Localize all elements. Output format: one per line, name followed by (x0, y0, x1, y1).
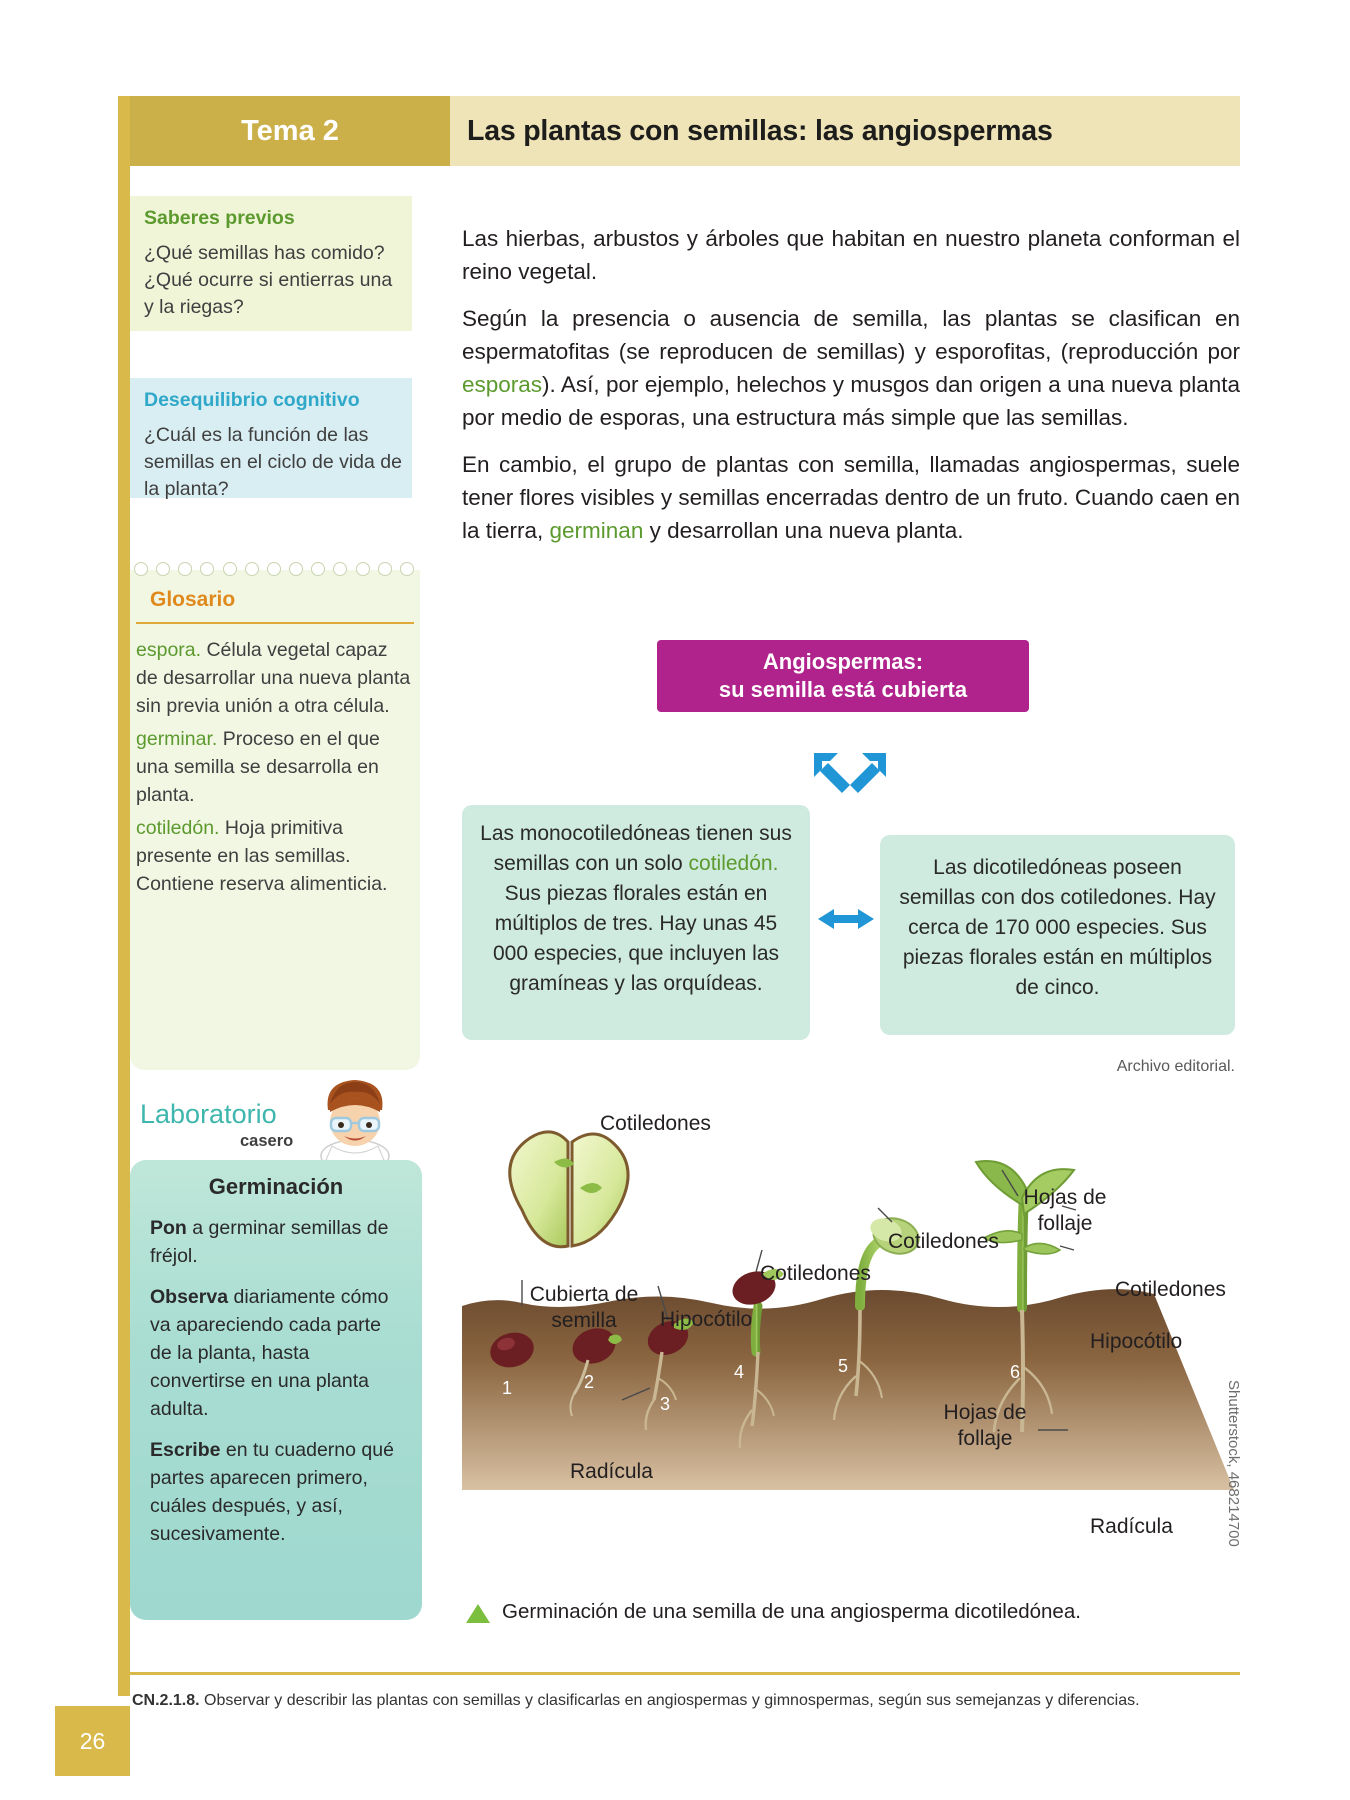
diagram-source: Archivo editorial. (1116, 1058, 1235, 1075)
branch-arrows-icon (790, 735, 910, 795)
step-text: en tu cuaderno qué partes aparecen primero, cuáles después, y así, sucesivamente. (150, 1439, 394, 1545)
step-text: diariamente cómo va apareciendo cada parte de la planta, hasta convertirse en una planta adulta. (150, 1286, 389, 1420)
monocotiledoneas-box (462, 805, 810, 1040)
svg-text:1: 1 (502, 1378, 513, 1398)
dot-icon (200, 562, 214, 576)
label-cubierta-de-semilla: Cubierta de semilla (529, 1283, 639, 1332)
glosario-entry (136, 636, 414, 720)
dot-icon (289, 562, 303, 576)
dot-icon (156, 562, 170, 576)
laboratorio-step (150, 1214, 404, 1270)
dicotiledoneas-text: Las dicotiledóneas poseen semillas con dos cotiledones. Hay cerca de 170 000 especies. Sus piezas florales están en múltiplos de cinco. (899, 856, 1216, 999)
saberes-previos-box (130, 196, 412, 331)
angiospermas-line2: su semilla está cubierta (718, 677, 968, 702)
dot-icon (356, 562, 370, 576)
page-title-bar (450, 96, 1240, 166)
dot-icon (134, 562, 148, 576)
student-mascot-icon (300, 1060, 410, 1170)
dicotiledoneas-box (880, 835, 1235, 1035)
laboratorio-label: Laboratorio (140, 1099, 277, 1129)
label-hojas-de-follaje-top: Hojas de follaje (1023, 1186, 1107, 1235)
dot-icon (378, 562, 392, 576)
page-spine-bar (118, 96, 130, 1696)
highlight-germinan: germinan (549, 518, 644, 543)
glosario-definition: Proceso en el que una semilla se desarrolla en planta. (136, 728, 380, 806)
step-verb: Escribe (150, 1439, 221, 1461)
saberes-previos-title: Saberes previos (144, 207, 295, 229)
footer-code: CN.2.1.8. (132, 1692, 200, 1709)
topic-tab (130, 96, 450, 166)
laboratorio-activity-title: Germinación (208, 1174, 344, 1199)
label-hipocotilo-left: Hipocótilo (660, 1308, 753, 1331)
svg-text:2: 2 (584, 1372, 595, 1392)
dot-icon (400, 562, 414, 576)
glosario-entries (136, 636, 414, 903)
label-hojas-de-follaje-mid: Hojas de follaje (943, 1401, 1027, 1450)
glosario-definition: Célula vegetal capaz de desarrollar una nueva planta sin previa unión a otra célula. (136, 639, 411, 717)
svg-text:6: 6 (1010, 1362, 1021, 1382)
label-cotiledones-3: Cotiledones (760, 1262, 871, 1285)
svg-text:5: 5 (838, 1356, 849, 1376)
dot-icon (223, 562, 237, 576)
dot-icon (245, 562, 259, 576)
footer-divider (130, 1672, 1240, 1675)
body-paragraph-1: Las hierbas, arbustos y árboles que habitan en nuestro planeta conforman el reino vegetal. (462, 226, 1240, 284)
glosario-entry (136, 814, 414, 898)
glosario-definition: Hoja primitiva presente en las semillas. Contiene reserva alimenticia. (136, 817, 388, 895)
footer-standard (132, 1692, 1242, 1710)
saberes-previos-text: ¿Qué semillas has comido? ¿Qué ocurre si entierras una y la riegas? (144, 242, 393, 318)
glosario-divider (136, 622, 414, 624)
angiospermas-header-text (719, 648, 967, 704)
step-verb: Pon (150, 1217, 187, 1239)
image-credit: Shutterstock, 468214700 (1225, 1380, 1242, 1547)
laboratorio-sublabel: casero (240, 1132, 294, 1150)
glosario-term: germinar. (136, 728, 218, 750)
highlight-cotiledon: cotiledón. (688, 852, 779, 875)
angiospermas-line1: Angiospermas: (762, 649, 924, 674)
page-title: Las plantas con semillas: las angiospermas (467, 114, 1053, 147)
laboratorio-activity-box (130, 1160, 422, 1620)
glosario-term: espora. (136, 639, 202, 661)
body-paragraph-2: Según la presencia o ausencia de semilla, las plantas se clasifican en espermatofitas (se reproducen de semillas) y esporofitas, (reproducción por esporas). Así, por ejemplo, helechos y musgos dan origen a una nueva planta por medio de esporas, una estructura más simple que las semillas. (462, 306, 1240, 430)
label-radicula-left: Radícula (570, 1460, 653, 1483)
page-number: 26 (55, 1706, 130, 1776)
figure-caption: Germinación de una semilla de una angiosperma dicotiledónea. (502, 1600, 1081, 1623)
double-arrow-icon (818, 905, 874, 933)
dot-icon (267, 562, 281, 576)
topic-tab-label: Tema 2 (241, 114, 339, 147)
glosario-term: cotiledón. (136, 817, 220, 839)
svg-text:3: 3 (660, 1394, 671, 1414)
label-cotiledones-4: Cotiledones (888, 1230, 999, 1253)
laboratorio-steps (150, 1214, 404, 1561)
highlight-esporas: esporas (462, 372, 543, 397)
laboratorio-step (150, 1436, 404, 1548)
body-paragraph-3: En cambio, el grupo de plantas con semilla, llamadas angiospermas, suele tener flores visibles y semillas encerradas dentro de un fruto. Cuando caen en la tierra, germinan y desarrollan una nueva planta. (462, 452, 1240, 543)
step-verb: Observa (150, 1286, 229, 1308)
desequilibrio-text: ¿Cuál es la función de las semillas en el ciclo de vida de la planta? (144, 424, 402, 500)
main-body-text (462, 222, 1240, 561)
svg-text:4: 4 (734, 1362, 745, 1382)
glosario-dot-row (134, 560, 414, 578)
laboratorio-step (150, 1283, 404, 1423)
label-cotiledones-6: Cotiledones (1115, 1278, 1226, 1301)
angiospermas-header-box (657, 640, 1029, 712)
desequilibrio-cognitivo-box (130, 378, 412, 498)
label-radicula-right: Radícula (1090, 1515, 1173, 1538)
footer-description: Observar y describir las plantas con semillas y clasificarlas en angiospermas y gimnospermas, según sus semejanzas y diferencias. (199, 1692, 1140, 1709)
desequilibrio-title: Desequilibrio cognitivo (144, 389, 360, 411)
label-cotiledones-top: Cotiledones (600, 1112, 711, 1135)
caption-triangle-icon (466, 1604, 490, 1623)
monocotiledoneas-text: Las monocotiledóneas tienen sus semillas con un solo cotiledón. Sus piezas florales están en múltiplos de tres. Hay unas 45 000 especies, que incluyen las gramíneas y las orquídeas. (480, 822, 792, 995)
step-text: a germinar semillas de fréjol. (150, 1217, 389, 1267)
dot-icon (311, 562, 325, 576)
dot-icon (178, 562, 192, 576)
dot-icon (333, 562, 347, 576)
label-hipocotilo-right: Hipocótilo (1090, 1330, 1183, 1353)
glosario-title: Glosario (150, 588, 236, 611)
glosario-entry (136, 725, 414, 809)
